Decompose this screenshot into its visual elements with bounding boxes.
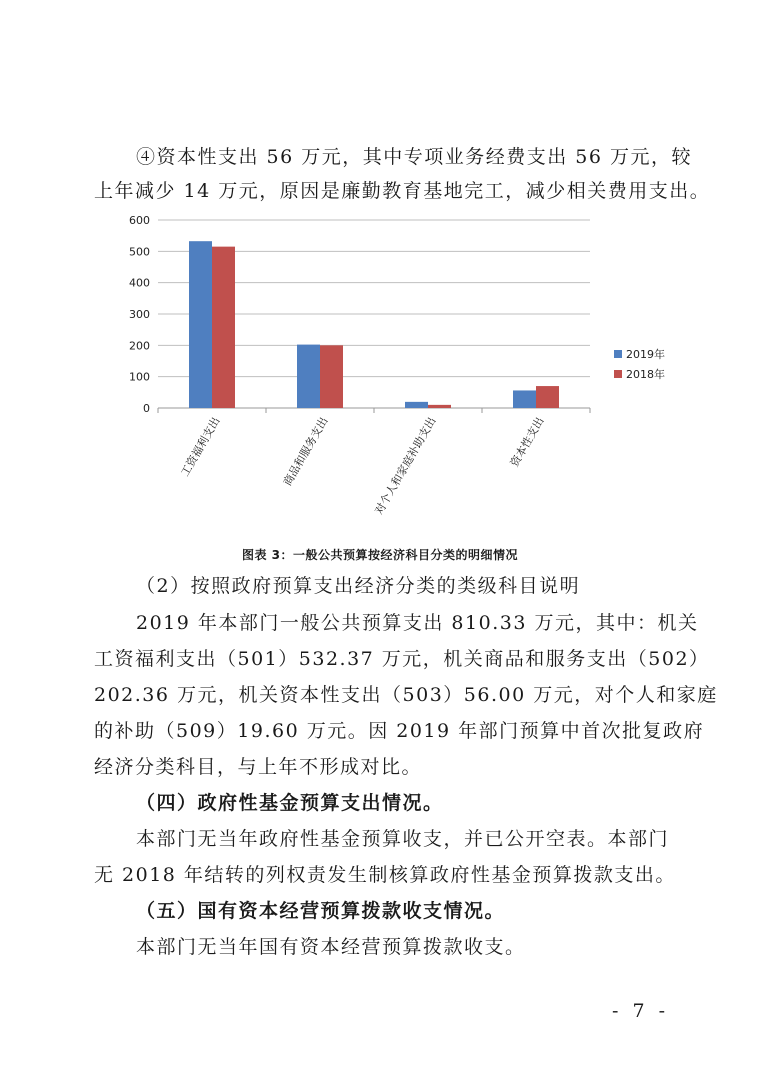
y-tick-label: 300 (129, 308, 150, 321)
paragraph-capital-line2: 上年减少 14 万元，原因是廉勤教育基地完工，减少相关费用支出。 (94, 180, 711, 202)
section5-line1: 本部门无当年国有资本经营预算拨款收支。 (136, 936, 526, 958)
section4-heading: （四）政府性基金预算支出情况。 (136, 792, 444, 814)
x-tick-label: 工资福利支出 (178, 415, 223, 479)
section4-line2: 无 2018 年结转的列权责发生制核算政府性基金预算拨款支出。 (94, 864, 676, 886)
paragraph-capital-line1: ④资本性支出 56 万元，其中专项业务经费支出 56 万元，较 (136, 146, 693, 168)
bar-2018-1 (320, 345, 343, 408)
y-tick-label: 400 (129, 276, 150, 290)
bar-chart (118, 208, 678, 538)
y-tick-label: 100 (129, 370, 150, 384)
bar-2019-0 (189, 241, 212, 408)
section5-heading: （五）国有资本经营预算拨款收支情况。 (136, 900, 506, 922)
bar-2019-3 (513, 390, 536, 408)
section2-line3: 202.36 万元，机关资本性支出（503）56.00 万元，对个人和家庭 (94, 684, 718, 706)
chart-caption: 图表 3：一般公共预算按经济科目分类的明细情况 (241, 548, 519, 562)
y-tick-label: 200 (129, 339, 150, 353)
x-tick-label: 对个人和家庭补助支出 (372, 415, 439, 517)
legend-label-0: 2019年 (626, 348, 665, 361)
page-number: - 7 - (612, 1000, 670, 1022)
section2-line2: 工资福利支出（501）532.37 万元，机关商品和服务支出（502） (94, 648, 710, 670)
bar-2018-3 (536, 386, 559, 408)
legend-label-1: 2018年 (626, 368, 665, 381)
section2-line4: 的补助（509）19.60 万元。因 2019 年部门预算中首次批复政府 (94, 720, 705, 742)
section2-heading: （2）按照政府预算支出经济分类的类级科目说明 (136, 575, 581, 597)
x-tick-label: 商品和服务支出 (280, 415, 331, 489)
bar-2018-0 (212, 247, 235, 408)
y-tick-label: 0 (143, 402, 150, 415)
section2-line5: 经济分类科目，与上年不形成对比。 (94, 756, 423, 778)
legend-swatch-0 (614, 350, 622, 358)
section4-line1: 本部门无当年政府性基金预算收支，并已公开空表。本部门 (136, 828, 670, 850)
x-tick-label: 资本性支出 (507, 415, 547, 470)
section2-line1: 2019 年本部门一般公共预算支出 810.33 万元，其中：机关 (136, 612, 699, 634)
bar-2019-2 (405, 402, 428, 408)
legend-swatch-1 (614, 370, 622, 378)
y-tick-label: 600 (129, 214, 150, 227)
bar-2018-2 (428, 405, 451, 408)
bar-2019-1 (297, 345, 320, 408)
y-tick-label: 500 (129, 245, 150, 259)
